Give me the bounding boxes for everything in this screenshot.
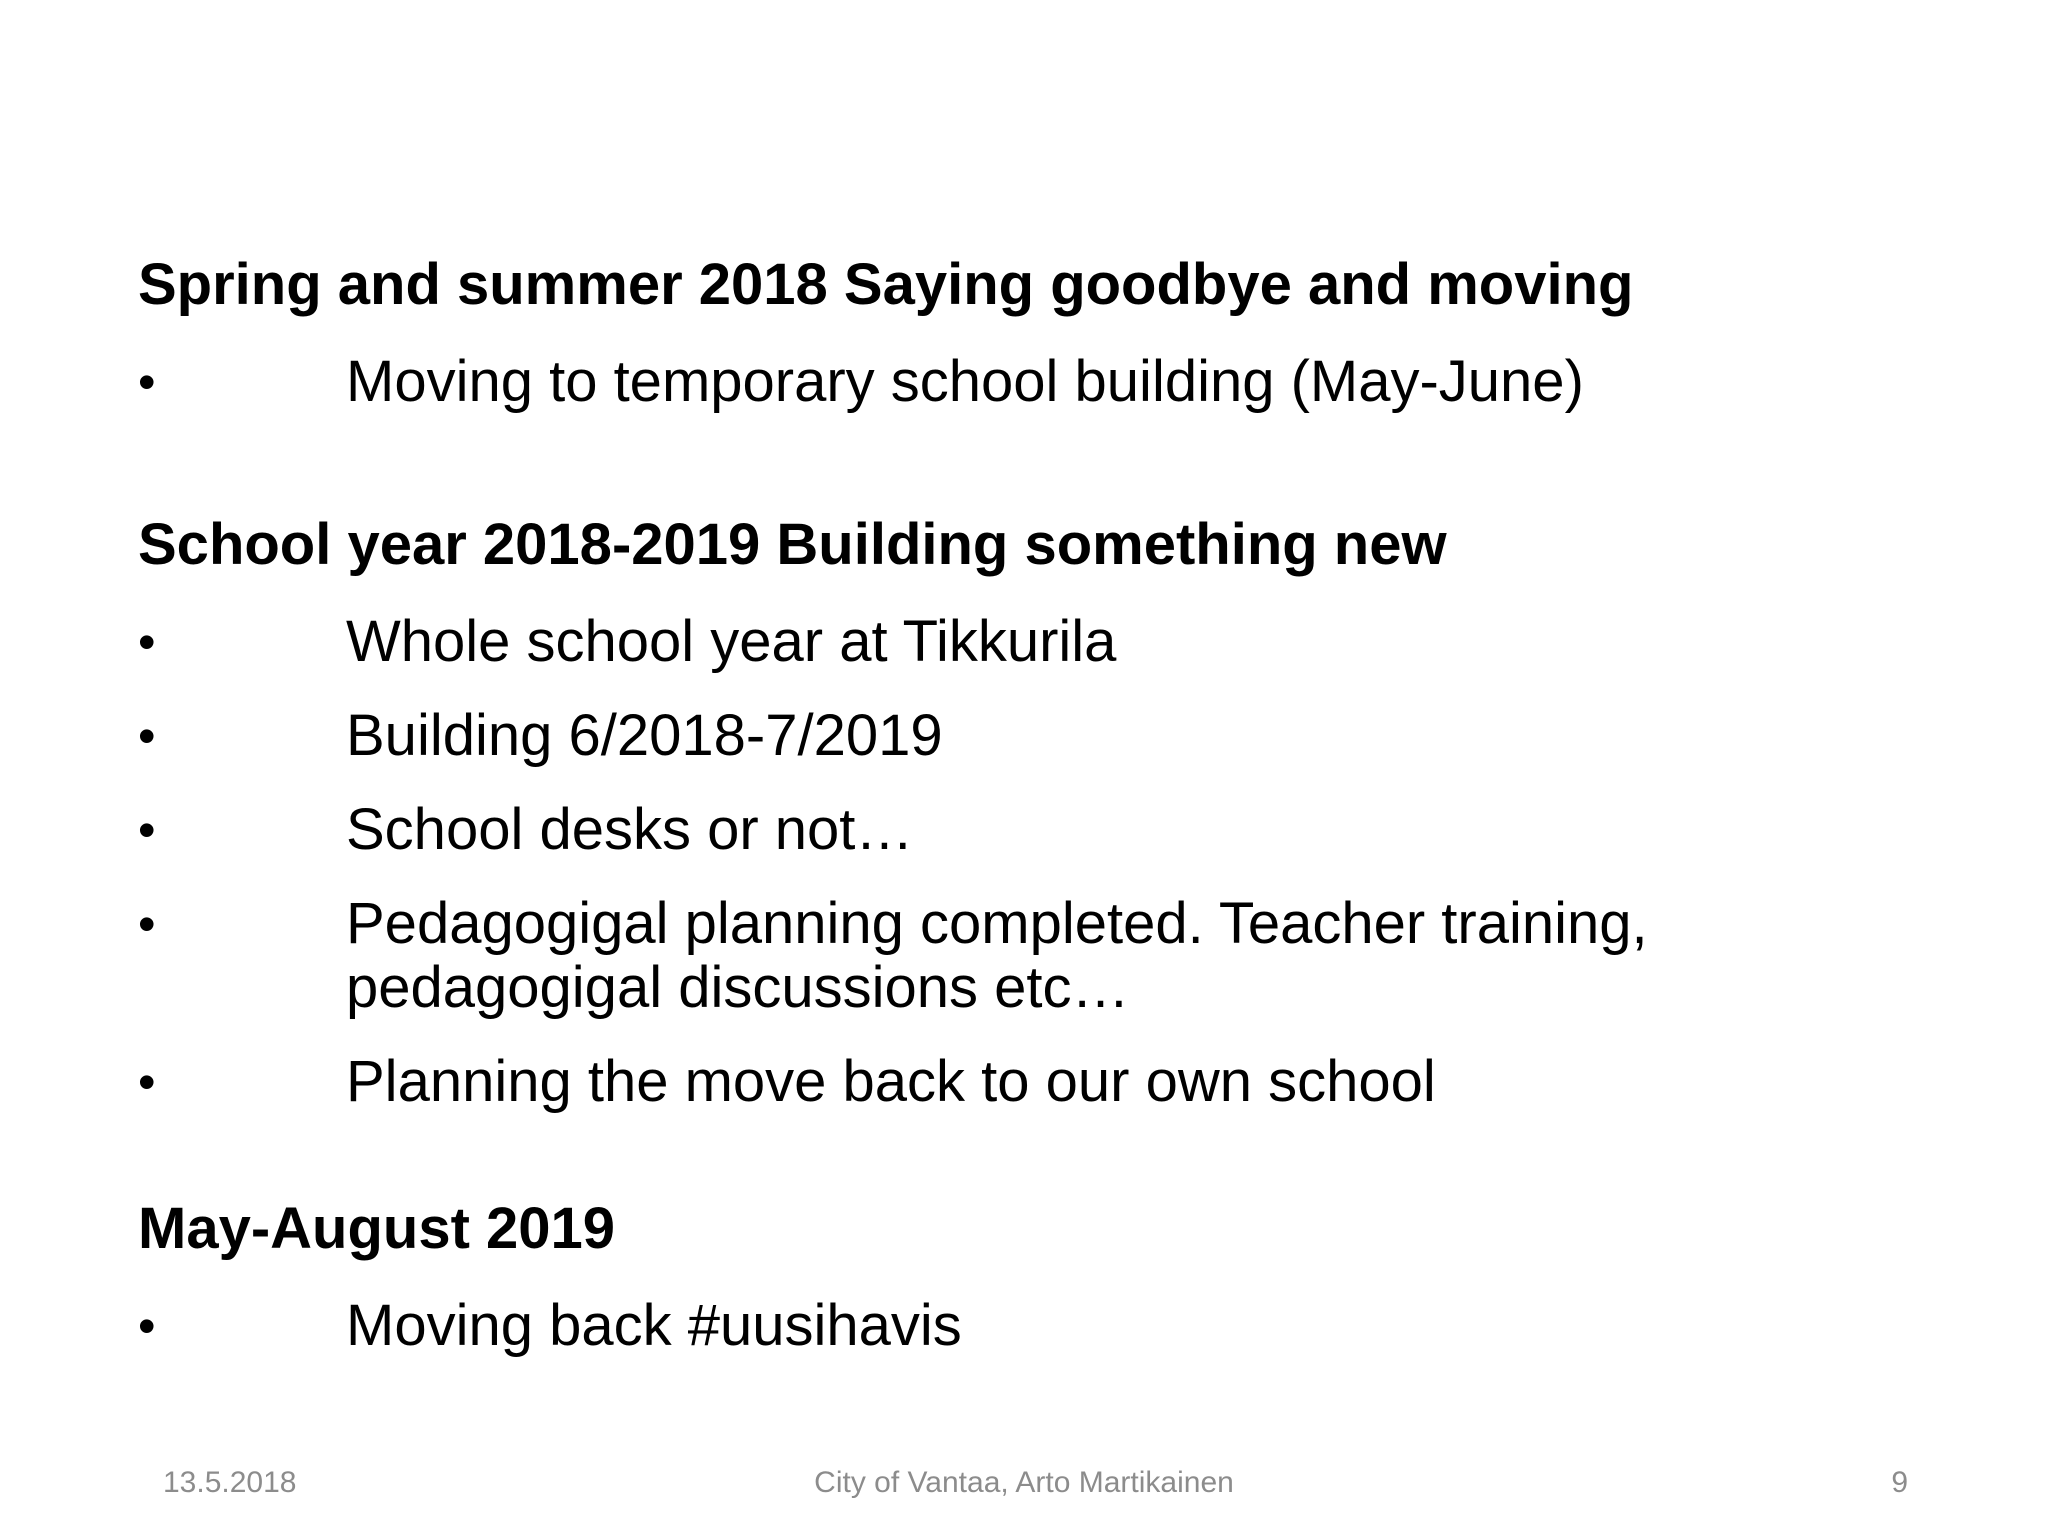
bullet-list-spring-summer-2018	[138, 350, 1938, 414]
footer-presenter: City of Vantaa, Arto Martikainen	[814, 1466, 1234, 1499]
bullet-text: School desks or not…	[346, 797, 914, 862]
list-item	[138, 1050, 1938, 1114]
section-heading-school-year-2018-2019: School year 2018-2019 Building something new	[138, 512, 1447, 577]
section-heading-may-august-2019: May-August 2019	[138, 1196, 616, 1261]
list-item	[138, 1294, 1938, 1358]
bullet-icon: •	[138, 1054, 156, 1110]
section-heading-spring-summer-2018: Spring and summer 2018 Saying goodbye and moving	[138, 252, 1634, 317]
slide-body	[138, 250, 1938, 1358]
bullet-text: Planning the move back to our own school	[346, 1049, 1436, 1114]
list-item	[138, 892, 1938, 1020]
bullet-icon: •	[138, 614, 156, 670]
bullet-icon: •	[138, 708, 156, 764]
list-item	[138, 798, 1938, 862]
bullet-text: Whole school year at Tikkurila	[346, 609, 1117, 674]
bullet-icon: •	[138, 802, 156, 858]
list-item	[138, 704, 1938, 768]
bullet-text: Building 6/2018-7/2019	[346, 703, 943, 768]
bullet-icon: •	[138, 1298, 156, 1354]
section-spacer	[138, 414, 1938, 510]
bullet-text: Pedagogigal planning completed. Teacher training, pedagogigal discussions etc…	[346, 891, 1648, 1020]
bullet-list-school-year-2018-2019	[138, 610, 1938, 1114]
bullet-text: Moving back #uusihavis	[346, 1293, 962, 1358]
list-item	[138, 350, 1938, 414]
bullet-icon: •	[138, 896, 156, 952]
list-item	[138, 610, 1938, 674]
footer-date: 13.5.2018	[163, 1466, 297, 1499]
section-spacer	[138, 1114, 1938, 1194]
page-number: 9	[1891, 1466, 1908, 1499]
bullet-text: Moving to temporary school building (May-June)	[346, 349, 1584, 414]
bullet-list-may-august-2019	[138, 1294, 1938, 1358]
bullet-icon: •	[138, 354, 156, 410]
